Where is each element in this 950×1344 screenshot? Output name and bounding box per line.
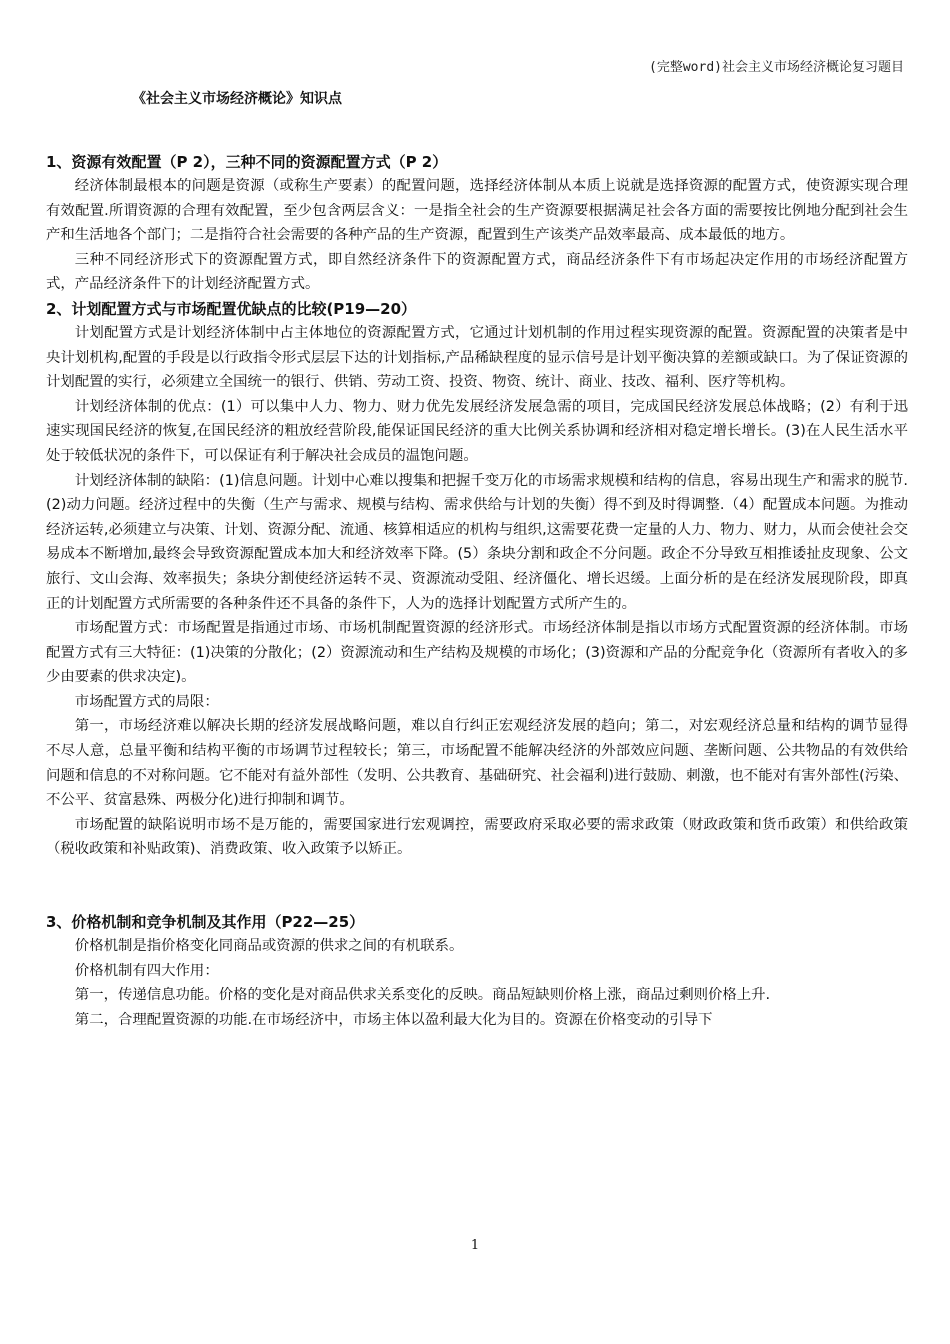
section-1 [46, 150, 908, 297]
document-body [46, 150, 908, 1032]
paragraph: 三种不同经济形式下的资源配置方式，即自然经济条件下的资源配置方式，商品经济条件下有市场起决定作用的市场经济配置方式，产品经济条件下的计划经济配置方式。 [46, 251, 908, 293]
blank-space [46, 862, 908, 910]
page-number: 1 [470, 1238, 480, 1253]
paragraph: 市场配置方式的局限： [74, 693, 219, 710]
paragraph: 第一，市场经济难以解决长期的经济发展战略问题，难以自行纠正宏观经济发展的趋向；第二，对宏观经济总量和结构的调节显得不尽人意，总量平衡和结构平衡的市场调节过程较长；第三，市场配置不能解决经济的外部效应问题、垄断问题、公共物品的有效供给问题和信息的不对称问题。它不能对有益外部性（发明、公共教育、基础研究、社会福利)进行鼓励、刺激，也不能对有害外部性(污染、不公平、贫富悬殊、两极分化)进行抑制和调节。 [46, 718, 908, 809]
paragraph: 计划配置方式是计划经济体制中占主体地位的资源配置方式，它通过计划机制的作用过程实现资源的配置。资源配置的决策者是中央计划机构,配置的手段是以行政指令形式层层下达的计划指标,产品稀缺程度的显示信号是计划平衡决算的差额或缺口。为了保证资源的计划配置的实行，必须建立全国统一的银行、供销、劳动工资、投资、物资、统计、商业、技改、福利、医疗等机构。 [46, 324, 908, 391]
paragraph: 市场配置的缺陷说明市场不是万能的，需要国家进行宏观调控，需要政府采取必要的需求政策（财政政策和货币政策）和供给政策（税收政策和补贴政策)、消费政策、收入政策予以矫正。 [46, 816, 908, 858]
paragraph: 价格机制有四大作用： [74, 962, 219, 979]
paragraph: 经济体制最根本的问题是资源（或称生产要素）的配置问题，选择经济体制从本质上说就是选择资源的配置方式，使资源实现合理有效配置.所谓资源的合理有效配置，至少包含两层含义：一是指全社会的生产资源要根据满足社会各方面的需要按比例地分配到社会生产和生活地各个部门；二是指符合社会需要的各种产品的生产资源，配置到生产该类产品效率最高、成本最低的地方。 [46, 178, 908, 244]
paragraph: 计划经济体制的优点：(1）可以集中人力、物力、财力优先发展经济发展急需的项目，完成国民经济发展总体战略；(2）有利于迅速实现国民经济的恢复,在国民经济的粗放经营阶段,能保证国民经济的重大比例关系协调和经济相对稳定增长增长。(3)在人民生活水平处于较低状况的条件下，可以保证有利于解决社会成员的温饱问题。 [46, 398, 908, 464]
section-heading: 1、资源有效配置（P 2），三种不同的资源配置方式（P 2） [46, 153, 448, 171]
section-2 [46, 297, 908, 862]
paragraph: 第二，合理配置资源的功能.在市场经济中，市场主体以盈利最大化为目的。资源在价格变动的引导下 [74, 1011, 713, 1028]
paragraph: 第一，传递信息功能。价格的变化是对商品供求关系变化的反映。商品短缺则价格上涨，商品过剩则价格上升. [74, 987, 771, 1004]
running-header: (完整word)社会主义市场经济概论复习题目 [649, 60, 904, 75]
paragraph: 价格机制是指价格变化同商品或资源的供求之间的有机联系。 [74, 938, 464, 955]
section-3 [46, 910, 908, 1032]
document-title: 《社会主义市场经济概论》知识点 [132, 91, 342, 107]
paragraph: 计划经济体制的缺陷：(1)信息问题。计划中心难以搜集和把握千变万化的市场需求规模和结构的信息，容易出现生产和需求的脱节.(2)动力问题。经济过程中的失衡（生产与需求、规模与结构、需求供给与计划的失衡）得不到及时得调整.（4）配置成本问题。为推动经济运转,必须建立与决策、计划、资源分配、流通、核算相适应的机构与组织,这需要花费一定量的人力、物力、财力，从而会使社会交易成本不断增加,最终会导致资源配置成本加大和经济效率下降。(5）条块分割和政企不分问题。政企不分导致互相推诿扯皮现象、公文旅行、文山会海、效率损失；条块分割使经济运转不灵、资源流动受阻、经济僵化、增长迟缓。上面分析的是在经济发展现阶段，即真正的计划配置方式所需要的各种条件还不具备的条件下，人为的选择计划配置方式所产生的。 [46, 472, 908, 612]
section-heading: 3、价格机制和竞争机制及其作用（P22—25） [46, 913, 365, 932]
section-heading: 2、计划配置方式与市场配置优缺点的比较(P19—20） [46, 299, 417, 318]
paragraph: 市场配置方式：市场配置是指通过市场、市场机制配置资源的经济形式。市场经济体制是指以市场方式配置资源的经济体制。市场配置方式有三大特征：(1)决策的分散化；(2）资源流动和生产结构及规模的市场化；(3)资源和产品的分配竞争化（资源所有者收入的多少由要素的供求决定)。 [46, 620, 908, 686]
